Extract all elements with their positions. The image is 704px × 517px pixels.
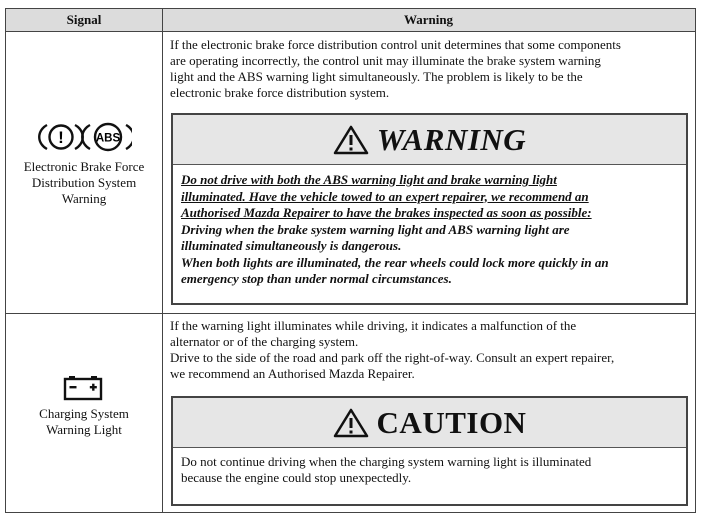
caution-callout bbox=[171, 396, 688, 506]
battery-icon-wrap bbox=[63, 373, 103, 401]
caution-title: CAUTION bbox=[376, 404, 527, 440]
warning-callout-header bbox=[173, 115, 686, 165]
svg-text:!: ! bbox=[58, 128, 64, 147]
brake-abs-icons bbox=[38, 121, 132, 153]
warning-triangle-icon bbox=[333, 125, 369, 155]
warning-table bbox=[5, 8, 696, 513]
battery-icon bbox=[63, 373, 103, 401]
warning-callout-body: Do not drive with both the ABS warning light and brake warning light illuminated. Have the vehicle towed to an expert repairer, we recommend an Authorised Mazda Repairer to have the brakes inspected as soon as possible: Driving when the brake system warning light and ABS warning light are illuminated simultaneously is dangerous. When both lights are illuminated, the rear wheels could lock more quickly in an emergency stop than under normal circumstances. bbox=[181, 172, 609, 286]
svg-text:ABS: ABS bbox=[95, 132, 121, 145]
warning-title: WARNING bbox=[376, 121, 527, 157]
warning-callout bbox=[171, 113, 688, 305]
table-header bbox=[6, 9, 695, 32]
abs-warning-icon bbox=[82, 124, 132, 150]
caution-triangle-icon bbox=[333, 408, 369, 438]
row-divider bbox=[6, 313, 695, 314]
caution-callout-body: Do not continue driving when the charging system warning light is illuminated because the engine could stop unexpectedly. bbox=[181, 454, 592, 485]
column-header-warning: Warning bbox=[403, 12, 454, 27]
brake-warning-icon bbox=[39, 125, 83, 149]
signal-label-charging: Charging System Warning Light bbox=[39, 406, 129, 437]
caution-callout-header bbox=[173, 398, 686, 448]
column-header-signal: Signal bbox=[66, 12, 102, 27]
column-divider bbox=[162, 9, 163, 512]
brake-force-description: If the electronic brake force distribution control unit determines that some components are operating incorrectly, the control unit may illuminate the brake system warning light and the ABS warning light simultaneously. The problem is likely to be the electronic brake force distribution system. bbox=[170, 37, 621, 100]
brake-icons-group bbox=[38, 121, 132, 153]
charging-description: If the warning light illuminates while driving, it indicates a malfunction of the alternator or of the charging system. Drive to the side of the road and park off the right-of-way. Consult an expert repairer, we recommend an Authorised Mazda Repairer. bbox=[170, 318, 615, 381]
signal-label-brake-force: Electronic Brake Force Distribution System Warning bbox=[23, 159, 145, 206]
